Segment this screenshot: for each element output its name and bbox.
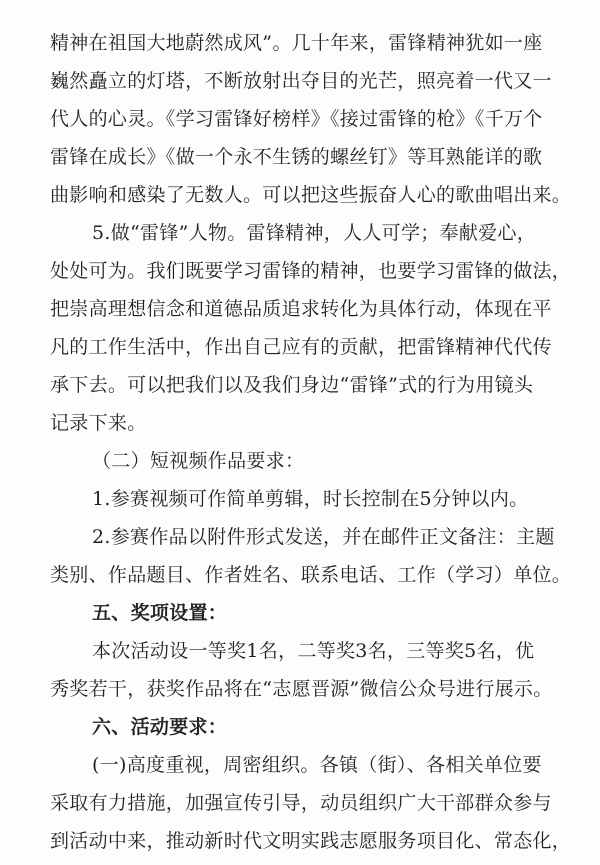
section-heading: 五、奖项设置： <box>92 602 228 624</box>
paragraph-line: (一)高度重视，周密组织。各镇（街）、各相关单位要 <box>92 754 542 776</box>
paragraph-line: 本次活动设一等奖1名，二等奖3名，三等奖5名，优 <box>92 640 535 662</box>
subsection-heading: （二）短视频作品要求： <box>92 450 305 472</box>
paragraph-line: 秀奖若干，获奖作品将在“志愿晋源”微信公众号进行展示。 <box>50 678 553 700</box>
paragraph-line: 到活动中来，推动新时代文明实践志愿服务项目化、常态化， <box>50 830 572 852</box>
paragraph-line: 承下去。可以把我们以及我们身边“雷锋”式的行为用镜头 <box>50 374 534 396</box>
paragraph-line: 巍然矗立的灯塔，不断放射出夺目的光芒，照亮着一代又一 <box>50 70 552 92</box>
section-item-title: 5.做“雷锋”人物。雷锋精神，人人可学；奉献爱心， <box>92 222 537 244</box>
paragraph-line: 2.参赛作品以附件形式发送，并在邮件正文备注：主题 <box>92 526 555 548</box>
paragraph-line: 代人的心灵。《学习雷锋好榜样》《接过雷锋的枪》《千万个 <box>50 108 543 130</box>
paragraph-line: 1.参赛视频可作简单剪辑，时长控制在5分钟以内。 <box>92 488 529 510</box>
paragraph-line: 把崇高理想信念和道德品质追求转化为具体行动，体现在平 <box>50 298 552 320</box>
paragraph-line: 精神在祖国大地蔚然成风”。几十年来，雷锋精神犹如一座 <box>50 32 543 54</box>
section-heading: 六、活动要求： <box>92 716 228 738</box>
paragraph-line: 采取有力措施，加强宣传引导，动员组织广大干部群众参与 <box>50 792 552 814</box>
paragraph-line: 曲影响和感染了无数人。可以把这些振奋人心的歌曲唱出来。 <box>50 184 572 206</box>
paragraph-line: 类别、作品题目、作者姓名、联系电话、工作（学习）单位。 <box>50 564 572 586</box>
paragraph-line: 凡的工作生活中，作出自己应有的贡献，把雷锋精神代代传 <box>50 336 552 358</box>
paragraph-line: 雷锋在成长》《做一个永不生锈的螺丝钉》等耳熟能详的歌 <box>50 146 543 168</box>
paragraph-line: 处处可为。我们既要学习雷锋的精神，也要学习雷锋的做法， <box>50 260 572 282</box>
paragraph-line: 记录下来。 <box>50 412 147 434</box>
